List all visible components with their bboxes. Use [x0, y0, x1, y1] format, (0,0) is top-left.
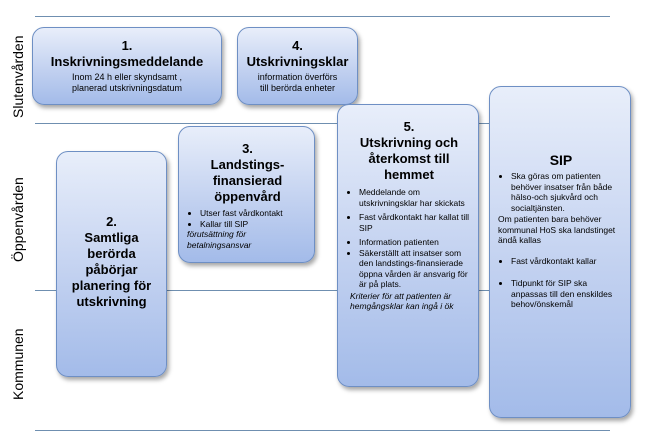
box3-line: Landstings-: [210, 157, 285, 172]
box3-bullet: • Kallar till SIP: [200, 219, 308, 230]
box2-line: påbörjar: [85, 262, 138, 277]
sip-paragraph: Om patienten bara behöver kommunal HoS ska landstinget ändå kallas: [498, 214, 616, 245]
lane-label-oppenvard: Öppenvården: [10, 177, 26, 262]
box5-line: återkomst till: [368, 151, 450, 166]
box5-number: 5.: [403, 119, 415, 134]
box-utskrivningsklar: [237, 27, 358, 105]
lane-line-bottom: [35, 430, 610, 431]
box1-title: Inskrivningsmeddelande: [50, 54, 204, 69]
sip-title: SIP: [549, 152, 573, 168]
box1-line1: Inom 24 h eller skyndsamt ,: [71, 72, 183, 82]
box-samtliga-berorda: [56, 151, 167, 377]
lane-label-slutenvard: Slutenvården: [10, 35, 26, 118]
box-inskrivningsmeddelande: [32, 27, 222, 105]
box5-bullet: • Information patienten: [359, 237, 472, 248]
box5-bullet: • Säkerställt att insatser som den landstings-finansierade öppna vården är ansvarig för är på plats.: [359, 248, 472, 290]
box4-number: 4.: [292, 38, 303, 53]
box5-line: hemmet: [384, 167, 434, 182]
sip-bullet: • Fast vårdkontakt kallar: [511, 256, 624, 267]
box2-line: utskrivning: [76, 294, 147, 309]
box3-number: 3.: [242, 141, 253, 156]
box-sip: [489, 86, 631, 418]
box3-bullet: • Utser fast vårdkontakt: [200, 208, 308, 219]
box5-bullet: • Meddelande om utskrivningsklar har skickats: [359, 187, 472, 208]
sip-bullet: • Tidpunkt för SIP ska anpassas till den enskildes behov/önskemål: [511, 278, 624, 310]
box-landstingsfinansierad-oppenvard: [178, 126, 315, 263]
box2-line: Samtliga: [84, 230, 139, 245]
box4-line2: till berörda enheter: [259, 83, 336, 93]
sip-bullet: • Ska göras om patienten behöver insatser från både hälso-och sjukvård och socialtjänsten.: [511, 171, 624, 213]
box3-italic1: förutsättning för: [187, 229, 247, 239]
box2-line: berörda: [87, 246, 136, 261]
box2-number: 2.: [106, 214, 117, 229]
box3-line: öppenvård: [214, 189, 281, 204]
box4-line1: information överförs: [257, 72, 338, 82]
box5-bullet: • Fast vårdkontakt har kallat till SIP: [359, 212, 472, 233]
box1-line2: planerad utskrivningsdatum: [71, 83, 183, 93]
box5-line: Utskrivning och: [359, 135, 459, 150]
box3-italic2: betalningsansvar: [187, 239, 252, 250]
box1-number: 1.: [121, 38, 133, 53]
lane-label-kommunen: Kommunen: [10, 328, 26, 400]
box2-line: planering för: [71, 278, 152, 293]
box4-title: Utskrivningsklar: [246, 54, 349, 69]
box3-line: finansierad: [212, 173, 283, 188]
box-utskrivning-aterkomst: [337, 104, 479, 387]
lane-line-top: [35, 16, 610, 17]
box5-italic: Kriterier för att patienten är hemgångsklar kan ingå i ök: [350, 290, 454, 311]
